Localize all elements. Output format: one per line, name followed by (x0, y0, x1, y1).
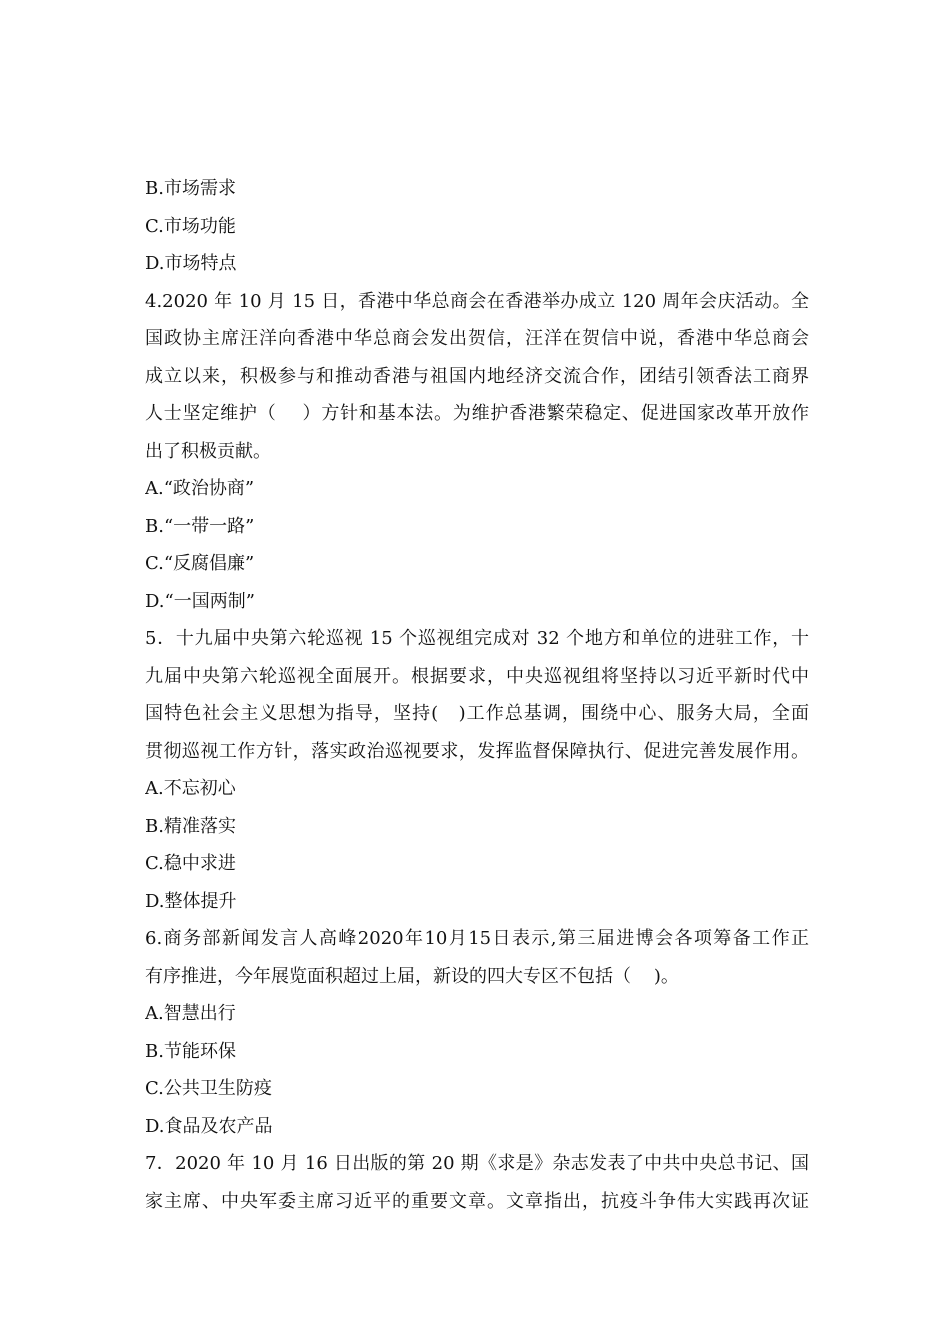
question-4-line-2: 国政协主席汪洋向香港中华总商会发出贺信，汪洋在贺信中说，香港中华总商会 (145, 328, 809, 349)
question-4-line-5: 出了积极贡献。 (145, 440, 271, 462)
question-7-line-2: 家主席、中央军委主席习近平的重要文章。文章指出，抗疫斗争伟大实践再次证 (145, 1190, 809, 1212)
question-4-line-4: 人士坚定维护（ ）方针和基本法。为维护香港繁荣稳定、促进国家改革开放作 (145, 403, 809, 424)
option-b-q3: B.市场需求 (145, 178, 236, 199)
option-b-q4: B.“一带一路” (145, 515, 255, 537)
option-c-q6: C.公共卫生防疫 (145, 1078, 272, 1099)
question-4-line-1: 4.2020 年 10 月 15 日，香港中华总商会在香港举办成立 120 周年会庆活动。全 (145, 290, 809, 312)
option-c-q4: C.“反腐倡廉” (145, 553, 255, 574)
option-a-q6: A.智慧出行 (145, 1003, 236, 1024)
question-5-line-4: 贯彻巡视工作方针，落实政治巡视要求，发挥监督保障执行、促进完善发展作用。 (145, 740, 809, 762)
question-6-line-2: 有序推进，今年展览面积超过上届，新设的四大专区不包括（ )。 (145, 965, 679, 987)
question-4-line-3: 成立以来，积极参与和推动香港与祖国内地经济交流合作，团结引领香法工商界 (145, 365, 809, 387)
option-c-q5: C.稳中求进 (145, 853, 236, 874)
option-b-q6: B.节能环保 (145, 1040, 236, 1062)
option-b-q5: B.精准落实 (145, 815, 236, 837)
question-6-line-1: 6.商务部新闻发言人高峰2020年10月15日表示,第三届进博会各项筹备工作正 (145, 928, 809, 949)
document-body (145, 170, 809, 1220)
option-d-q6: D.食品及农产品 (145, 1115, 273, 1137)
question-5-line-3: 国特色社会主义思想为指导，坚持( )工作总基调，围绕中心、服务大局，全面 (145, 703, 809, 724)
option-d-q4: D.“一国两制” (145, 590, 255, 612)
option-d-q5: D.整体提升 (145, 890, 237, 912)
question-5-line-2: 九届中央第六轮巡视全面展开。根据要求，中央巡视组将坚持以习近平新时代中 (145, 665, 809, 687)
question-7-line-1: 7．2020 年 10 月 16 日出版的第 20 期《求是》杂志发表了中共中央总书记、国 (145, 1153, 809, 1174)
option-d-q3: D.市场特点 (145, 253, 237, 274)
option-a-q5: A.不忘初心 (145, 778, 236, 799)
option-a-q4: A.“政治协商” (145, 478, 255, 499)
question-5-line-1: 5．十九届中央第六轮巡视 15 个巡视组完成对 32 个地方和单位的进驻工作，十 (145, 628, 809, 649)
option-c-q3: C.市场功能 (145, 215, 236, 237)
